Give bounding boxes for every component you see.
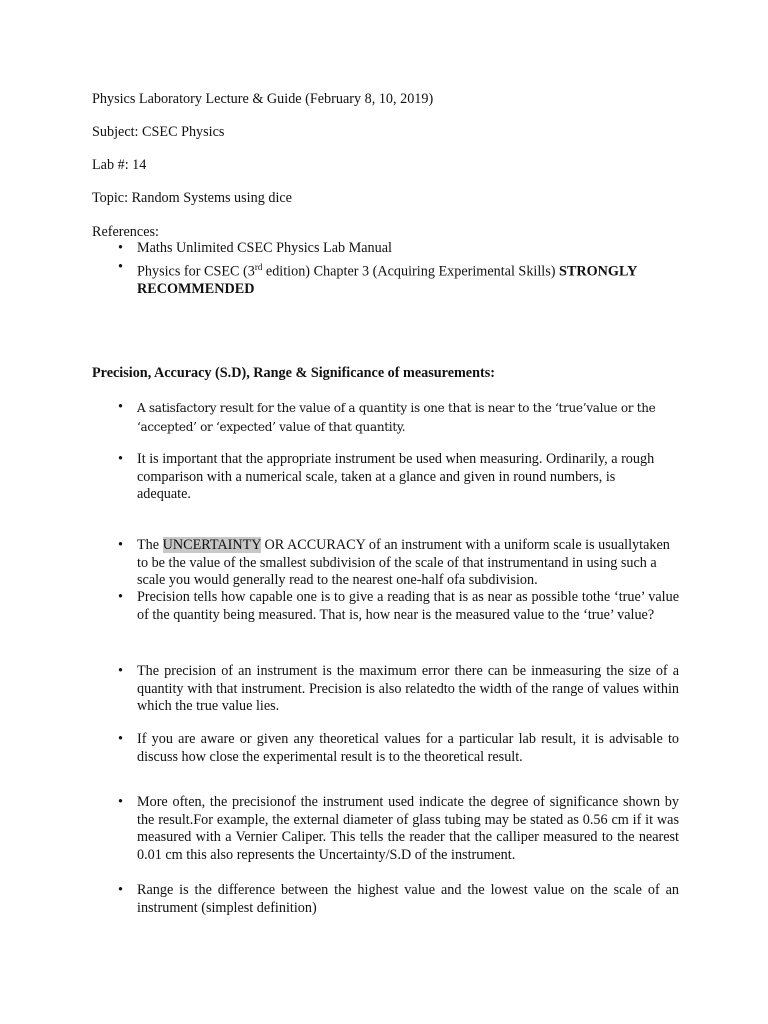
- bullet: •: [118, 537, 123, 553]
- bullet: •: [118, 663, 123, 679]
- bullet: •: [118, 731, 123, 747]
- lab-number: Lab #: 14: [92, 157, 147, 173]
- bullet: •: [118, 259, 123, 275]
- bullet: •: [118, 882, 123, 898]
- list-item: Range is the difference between the highest value and the lowest value on the scale of an instrument (simplest definition): [137, 882, 679, 916]
- ref-text: edition) Chapter 3 (Acquiring Experimental Skills): [262, 263, 560, 280]
- subject-line: Subject: CSEC Physics: [92, 124, 225, 140]
- list-item: More often, the precisionof the instrument used indicate the degree of significance shown by the result.For example, the external diameter of glass tubing may be stated as 0.56 cm if it was measured with a Vernier Caliper. This tells the reader that the calliper measured to the nearest 0.01 cm this also represents the Uncertainty/S.D of the instrument.: [137, 794, 679, 863]
- reference-item: [137, 259, 679, 299]
- reference-item: Maths Unlimited CSEC Physics Lab Manual: [137, 240, 392, 256]
- list-item: A satisfactory result for the value of a quantity is one that is near to the ‘true’value or the ‘accepted’ or ‘expected’ value of that quantity.: [137, 401, 656, 434]
- list-item: Precision tells how capable one is to give a reading that is as near as possible tothe ‘true’ value of the quantity being measured. That is, how near is the measured value to the ‘true’ value?: [137, 589, 679, 623]
- ref-emphasis: STRONGLY RECOMMENDED: [137, 263, 637, 298]
- topic-line: Topic: Random Systems using dice: [92, 190, 292, 206]
- bullet: •: [118, 794, 123, 810]
- document-title: Physics Laboratory Lecture & Guide (February 8, 10, 2019): [92, 91, 434, 107]
- bullet: •: [118, 399, 123, 415]
- bullet: •: [118, 589, 123, 605]
- list-item: The precision of an instrument is the maximum error there can be inmeasuring the size of a quantity with that instrument. Precision is also relatedto the width of the range of values within which the true value lies.: [137, 663, 679, 715]
- highlighted-term: UNCERTAINTY: [162, 537, 261, 553]
- section-heading: Precision, Accuracy (S.D), Range & Significance of measurements:: [92, 365, 495, 381]
- references-label: References:: [92, 224, 159, 240]
- item-text: OR ACCURACY of an instrument with a uniform scale is usuallytaken to be the value of the smallest subdivision of the scale of that instrumentand in using such a scale you would generally read to the nearest one-half ofa subdivision.: [137, 537, 670, 589]
- list-item: If you are aware or given any theoretical values for a particular lab result, it is advisable to discuss how close the experimental result is to the theoretical result.: [137, 731, 679, 765]
- ref-text: Physics for CSEC (3: [137, 263, 255, 280]
- ref-sup: rd: [254, 262, 263, 272]
- bullet: •: [118, 240, 123, 256]
- item-text: The: [137, 537, 163, 553]
- list-item: It is important that the appropriate instrument be used when measuring. Ordinarily, a rough comparison with a numerical scale, taken at a glance and given in round numbers, is adequate.: [137, 451, 655, 503]
- list-item: [137, 537, 679, 590]
- bullet: •: [118, 451, 123, 467]
